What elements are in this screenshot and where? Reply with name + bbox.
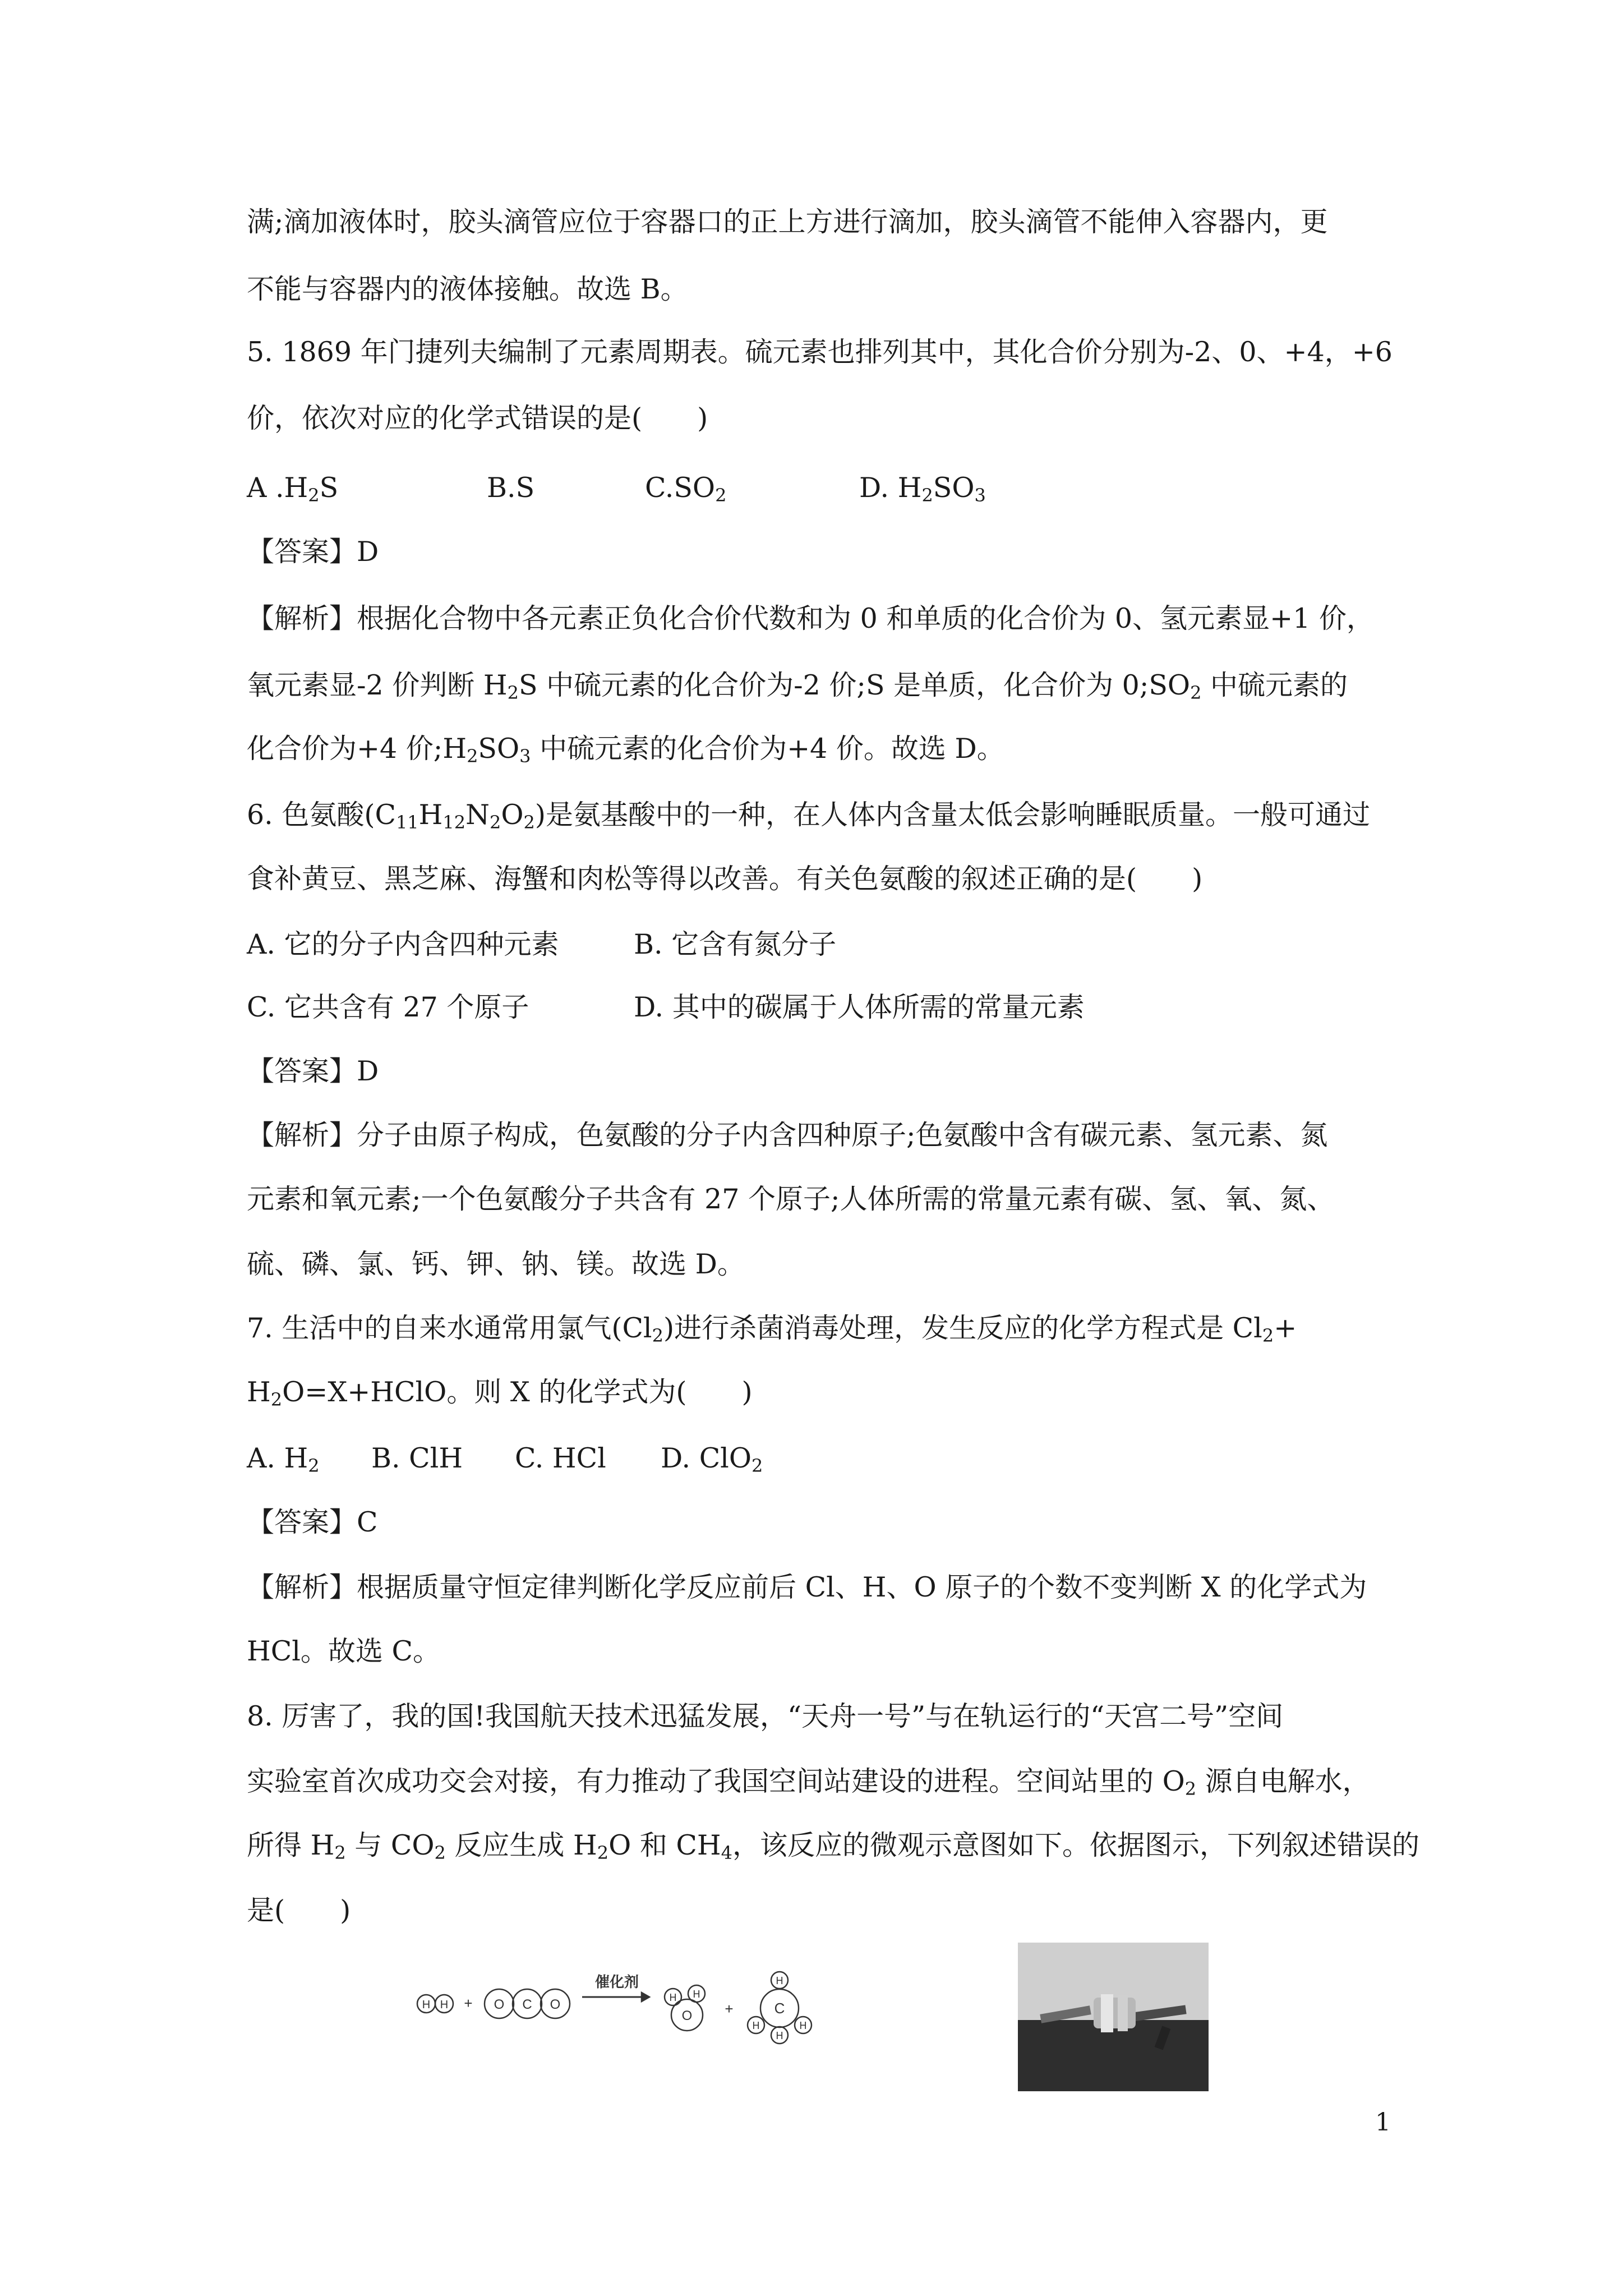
atom-label: H [776,2030,783,2041]
explanation-6: 【解析】分子由原子构成，色氨酸的分子内含四种原子;色氨酸中含有碳元素、氢元素、氮 [247,1119,1328,1151]
explanation-7: HCl。故选 C。 [247,1635,440,1667]
atom-label: C [774,2000,785,2017]
explanation-5: 氧元素显-2 价判断 $H_2S$ 中硫元素的化合价为-2 价;S 是单质，化合价为 $0;SO_2$ 中硫元素的 [247,669,1348,703]
question-8-stem: 实验室首次成功交会对接，有力推动了我国空间站建设的进程。空间站里的 $O_2$ 源自电解水， [247,1765,1370,1800]
option-c: C. 它共含有 27 个原子 [247,991,529,1023]
explanation-5: 【解析】根据化合物中各元素正负化合价代数和为 0 和单质的化合价为 0、氢元素显+1 价， [247,602,1374,634]
catalyst-label: 催化剂 [594,1973,639,1990]
explanation-6: 元素和氧元素;一个色氨酸分子共含有 27 个原子;人体所需的常量元素有碳、氢、氧、氮、 [247,1183,1335,1215]
explanation-7: 【解析】根据质量守恒定律判断化学反应前后 Cl、H、O 原子的个数不变判断 X 的化学式为 [247,1571,1367,1603]
explanation-5: 化合价为+4 价$;H_2SO_3$ 中硫元素的化合价为+4 价。故选 D。 [247,733,1004,767]
question-8-stem: 8. 厉害了，我的国!我国航天技术迅猛发展，“天舟一号”与在轨运行的“天宫二号”空间 [247,1700,1284,1732]
atom-label: H [440,1999,449,2011]
option-c: $C.SO_2$ [645,472,727,506]
atom-label: H [693,1989,700,2000]
explanation-6: 硫、磷、氯、钙、钾、钠、镁。故选 D。 [247,1248,745,1280]
option-a: A. 它的分子内含四种元素 [247,928,559,960]
option-c: C. HCl [515,1442,606,1474]
option-b: B. ClH [371,1442,463,1474]
water-molecule [665,1985,705,2031]
option-b: B.S [487,472,535,504]
atom-label: C [522,1997,532,2012]
option-b: B. 它含有氮分子 [634,928,837,960]
option-d: D. 其中的碳属于人体所需的常量元素 [634,991,1085,1023]
option-d: D. ClO$_2$ [661,1442,763,1476]
text-line: 不能与容器内的液体接触。故选 B。 [247,273,688,305]
reaction-diagram [409,1952,937,2064]
text-line: 满;滴加液体时，胶头滴管应位于容器口的正上方进行滴加，胶头滴管不能伸入容器内，更 [247,206,1328,238]
atom-label: H [799,2020,807,2031]
answer-6: 【答案】D [247,1055,379,1087]
atom-label: O [681,2008,693,2023]
question-6-stem: 食补黄豆、黑芝麻、海蟹和肉松等得以改善。有关色氨酸的叙述正确的是( ) [247,863,1203,895]
atom-label: H [752,2020,760,2031]
question-7-stem: 7. 生活中的自来水通常用氯气$(Cl_2)$进行杀菌消毒处理，发生反应的化学方程式是 $Cl_2+$ [247,1312,1297,1346]
spacecraft-illustration [1018,1943,1209,2091]
question-5-stem: 价，依次对应的化学式错误的是( ) [247,402,708,434]
space-station-photo [1018,1943,1209,2091]
atom-label: H [776,1975,783,1986]
question-8-stem: 所得 $H_2$ 与 $CO_2$ 反应生成 $H_2O$ 和 $CH_4$，该反应的微观示意图如下。依据图示，下列叙述错误的 [247,1829,1420,1864]
answer-7: 【答案】C [247,1506,378,1538]
atom-label: H [669,1992,677,2003]
atom-label: O [550,1997,561,2012]
hydrogen-molecule [417,1995,453,2013]
atom-label: O [494,1997,505,2012]
reaction-arrow [582,1973,649,2001]
question-6-stem: 6. 色氨酸$(C_{11}H_{12}N_2O_2)$是氨基酸中的一种，在人体内含量太低会影响睡眠质量。一般可通过 [247,799,1370,833]
page-number: 1 [1375,2108,1391,2137]
atom-label: H [422,1999,431,2011]
methane-molecule [748,1972,811,2044]
option-a: A $.H_2S$ [247,472,339,506]
question-5-stem: 5. 1869 年门捷列夫编制了元素周期表。硫元素也排列其中，其化合价分别为-2、0、+4，+6 [247,336,1393,368]
option-a: A. $H_2$ [247,1442,320,1476]
carbon-dioxide-molecule [485,1989,570,2018]
option-d: D. $H_2SO_3$ [859,472,986,506]
question-8-stem: 是( ) [247,1894,351,1926]
answer-5: 【答案】D [247,536,379,568]
plus-sign: + [725,2000,734,2017]
plus-sign: + [464,1995,473,2012]
question-7-stem: $H_2O=X+HClO$。则 X 的化学式为( ) [247,1376,753,1410]
